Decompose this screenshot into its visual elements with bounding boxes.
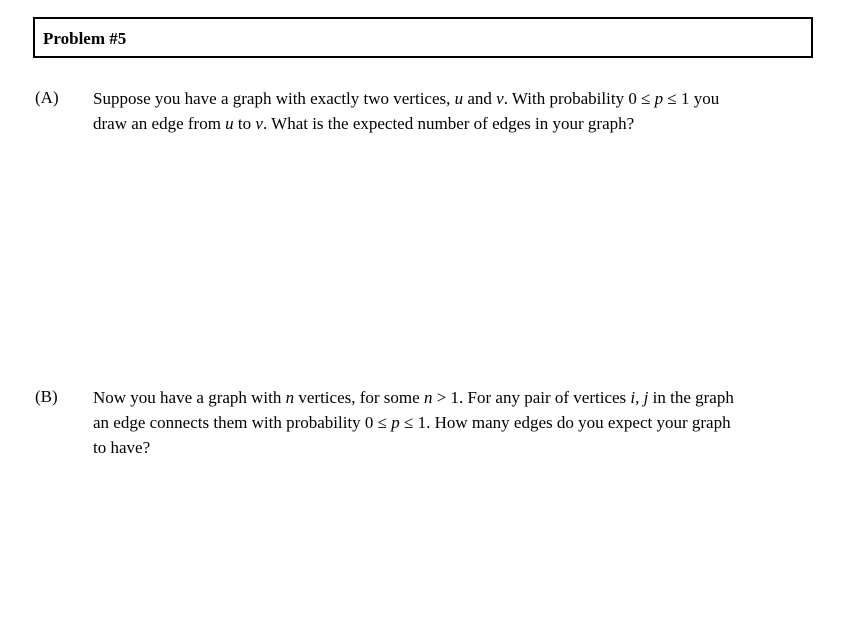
math-variable: p	[654, 89, 664, 108]
problem-header-box	[33, 17, 813, 58]
text-run: vertices, for some	[294, 388, 424, 407]
text-run: Now you have a graph with	[93, 388, 286, 407]
math-variable: j	[643, 388, 649, 407]
text-run: and	[463, 89, 497, 108]
text-run: in the graph	[648, 388, 734, 407]
math-variable: v	[255, 114, 263, 133]
math-variable: p	[391, 413, 400, 432]
part-a-question	[93, 86, 823, 136]
text-run: to have?	[93, 438, 151, 457]
part-a-label: (A)	[35, 88, 59, 107]
text-run: ,	[635, 388, 644, 407]
part-b-line-3	[93, 435, 823, 460]
part-a-line-2	[93, 111, 823, 136]
math-variable: u	[454, 89, 464, 108]
text-run: to	[233, 114, 256, 133]
part-b-question	[93, 385, 823, 460]
part-b-line-1	[93, 385, 823, 410]
math-variable: v	[496, 89, 504, 108]
text-run: ≤ 1 you	[663, 89, 720, 108]
part-a-line-1	[93, 86, 823, 111]
text-run: . With probability 0 ≤	[503, 89, 655, 108]
math-variable: n	[285, 388, 295, 407]
text-run: an edge connects them with probability 0 ≤	[93, 413, 392, 432]
text-run: ≤ 1. How many edges do you expect your graph	[399, 413, 731, 432]
math-variable: u	[225, 114, 234, 133]
math-variable: n	[423, 388, 433, 407]
text-run: > 1. For any pair of vertices	[432, 388, 631, 407]
text-run: . What is the expected number of edges in your graph?	[262, 114, 635, 133]
part-b-label: (B)	[35, 387, 58, 406]
text-run: draw an edge from	[93, 114, 226, 133]
part-b-line-2	[93, 410, 823, 435]
text-run: Suppose you have a graph with exactly two vertices,	[93, 89, 455, 108]
problem-title: Problem #5	[43, 29, 127, 48]
math-variable: i	[630, 388, 636, 407]
